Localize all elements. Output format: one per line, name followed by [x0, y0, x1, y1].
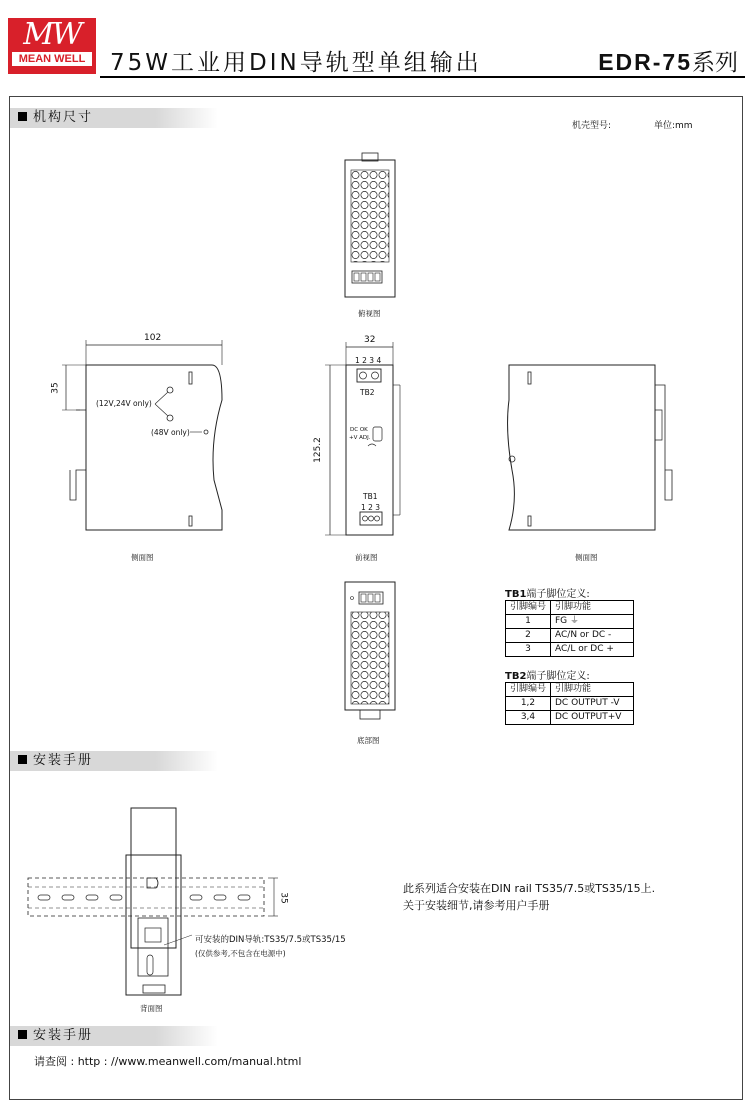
- install-desc-line1: 此系列适合安装在DIN rail TS35/7.5或TS35/15上.: [403, 882, 656, 895]
- caption-left-side-view: 侧面图: [131, 553, 154, 562]
- bullet-square-icon: [18, 755, 27, 764]
- tb2-pin-numbers: 1 2 3 4: [355, 356, 382, 365]
- header-pin-number: 引脚编号: [506, 601, 551, 615]
- table-header-row: [506, 601, 634, 615]
- tb1-label: TB1: [363, 492, 378, 501]
- top-view-drawing: [345, 153, 395, 297]
- caption-bottom-view: 底部图: [357, 736, 380, 745]
- section-heading-label: 安装手册: [33, 1028, 94, 1043]
- pin-function: DC OUTPUT+V: [551, 711, 634, 725]
- pin-function: DC OUTPUT -V: [551, 697, 634, 711]
- rail-sub-note: (仅供参考,不包含在电源中): [195, 949, 286, 958]
- header-pin-function: 引脚功能: [551, 601, 634, 615]
- pin-number: 3: [506, 643, 551, 657]
- tb2-pin-table: [505, 682, 634, 725]
- manual-link[interactable]: 请查阅 : http : //www.meanwell.com/manual.html: [34, 1055, 302, 1068]
- dim-front-width: 32: [364, 335, 376, 345]
- dim-rail-35: 35: [278, 892, 289, 904]
- logo-mark: MW: [23, 17, 81, 52]
- table-header-row: [506, 683, 634, 697]
- caption-back-view: 背面图: [140, 1004, 163, 1013]
- table-row: [506, 615, 634, 629]
- led-label-12-24: (12V,24V only): [96, 399, 152, 408]
- section-heading-installation: [10, 751, 218, 771]
- v-adj-label: +V ADJ.: [349, 435, 371, 441]
- tb1-pin-table: [505, 600, 634, 657]
- pin-function: AC/L or DC +: [551, 643, 634, 657]
- section-heading-label: 机构尺寸: [33, 110, 94, 125]
- pin-number: 1: [506, 615, 551, 629]
- tb2-table-title: [505, 667, 590, 682]
- unit-label: 单位:mm: [654, 121, 693, 131]
- caption-top-view: 俯视图: [358, 309, 381, 318]
- bottom-view-drawing: [345, 582, 395, 719]
- pin-number: 2: [506, 629, 551, 643]
- tb2-code: TB2: [505, 671, 527, 682]
- tb1-pin-numbers: 1 2 3: [361, 503, 381, 512]
- logo-text: MEAN WELL: [12, 52, 92, 66]
- pin-function: AC/N or DC -: [551, 629, 634, 643]
- header-pin-number: 引脚编号: [506, 683, 551, 697]
- right-side-view-drawing: [508, 365, 672, 530]
- install-desc-line2: 关于安装细节,请参考用户手册: [403, 899, 550, 912]
- tb2-title-rest: 端子脚位定义:: [526, 671, 590, 682]
- rail-note: 可安装的DIN导轨:TS35/7.5或TS35/15: [195, 935, 346, 945]
- dim-35: 35: [50, 382, 61, 394]
- table-row: [506, 643, 634, 657]
- section-heading-label: 安装手册: [33, 753, 94, 768]
- caption-front-view: 前视图: [355, 553, 378, 562]
- tb2-label: TB2: [360, 388, 375, 397]
- tb1-code: TB1: [505, 589, 527, 600]
- dim-width: 102: [144, 333, 162, 343]
- led-label-48: (48V only): [151, 428, 190, 437]
- install-drawing: [28, 808, 278, 995]
- page-title: 75W工业用DIN导轨型单组输出: [110, 50, 482, 76]
- table-row: [506, 629, 634, 643]
- caption-right-side-view: 侧面图: [575, 553, 598, 562]
- dc-ok-label: DC OK: [350, 427, 368, 433]
- bullet-square-icon: [18, 1030, 27, 1039]
- table-row: [506, 711, 634, 725]
- tb1-table-title: [505, 585, 590, 600]
- series-suffix: 系列: [692, 49, 738, 75]
- pin-number: 1,2: [506, 697, 551, 711]
- header-pin-function: 引脚功能: [551, 683, 634, 697]
- pin-function: FG ⏚: [551, 615, 634, 629]
- case-model-label: 机壳型号:: [572, 121, 612, 131]
- section-heading-manual: [10, 1026, 218, 1046]
- tb1-title-rest: 端子脚位定义:: [526, 589, 590, 600]
- series-model: EDR-75: [598, 49, 692, 75]
- left-side-view-drawing: [62, 340, 222, 530]
- dim-front-height: 125.2: [312, 437, 323, 463]
- pin-number: 3,4: [506, 711, 551, 725]
- table-row: [506, 697, 634, 711]
